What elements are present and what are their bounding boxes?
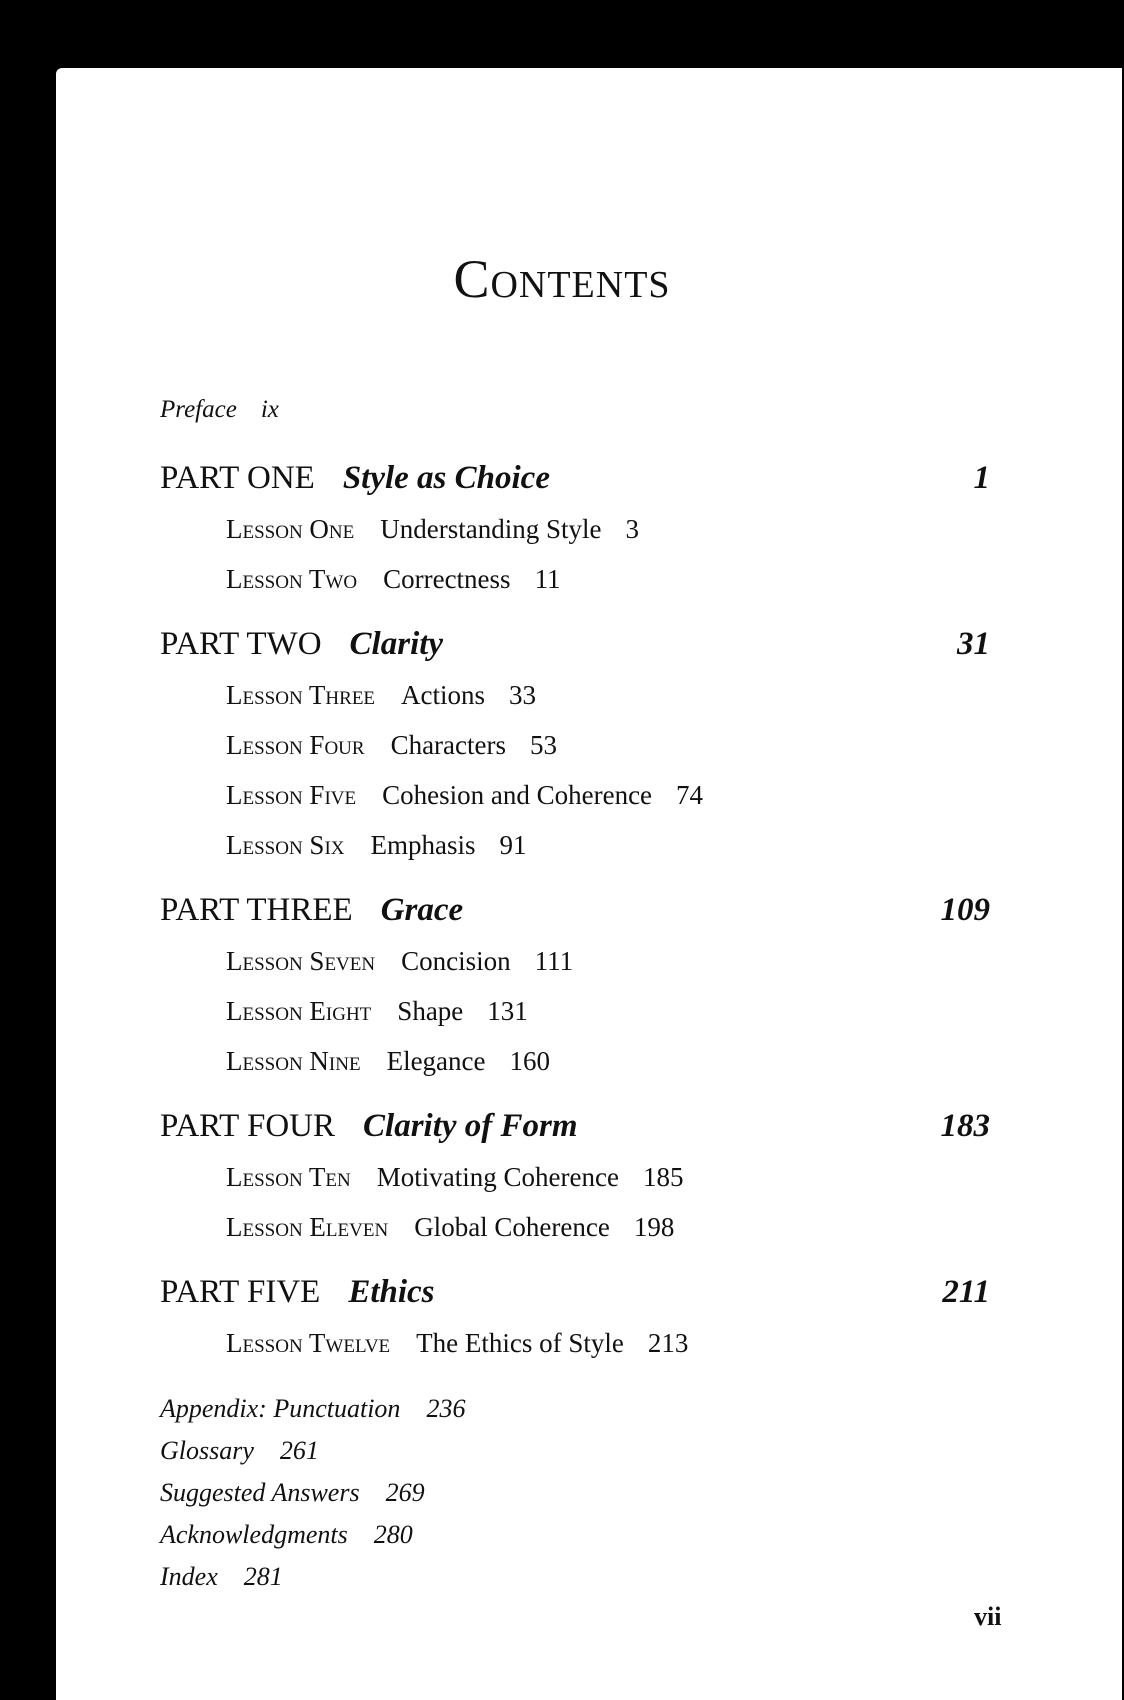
back-matter-page: 281	[243, 1562, 283, 1591]
back-matter-label: Glossary	[160, 1436, 254, 1465]
lesson-title: Shape	[397, 996, 464, 1026]
lesson-label: Lesson Five	[226, 780, 357, 810]
lesson-page: 111	[534, 946, 574, 976]
back-matter-label: Suggested Answers	[160, 1478, 360, 1507]
part-page: 1	[973, 460, 990, 496]
lesson-entry	[226, 830, 527, 861]
part-title: Clarity of Form	[363, 1108, 578, 1144]
lesson-entry	[226, 680, 536, 711]
part-page: 183	[940, 1108, 990, 1144]
part-label: PART THREE	[160, 892, 353, 928]
lesson-page: 11	[534, 564, 561, 594]
lesson-label: Lesson Seven	[226, 946, 376, 976]
lesson-label: Lesson Twelve	[226, 1328, 391, 1358]
back-matter-label: Acknowledgments	[160, 1520, 348, 1549]
back-matter-page: 280	[373, 1520, 413, 1549]
lesson-title: Motivating Coherence	[376, 1162, 619, 1192]
lesson-page: 198	[633, 1212, 675, 1242]
lesson-label: Lesson One	[226, 514, 355, 544]
lesson-page: 33	[509, 680, 537, 710]
lesson-title: Concision	[401, 946, 511, 976]
back-matter-entry	[160, 1394, 465, 1424]
lesson-title: Elegance	[386, 1046, 486, 1076]
part-title: Grace	[380, 892, 464, 928]
back-matter-entry	[160, 1478, 425, 1508]
contents-title-text: Contents	[453, 249, 671, 309]
lesson-title: Emphasis	[370, 830, 476, 860]
preface-entry	[160, 396, 279, 424]
part-title: Style as Choice	[342, 460, 550, 496]
lesson-title: Characters	[390, 730, 506, 760]
lesson-label: Lesson Eight	[226, 996, 372, 1026]
lesson-label: Lesson Six	[226, 830, 345, 860]
lesson-entry	[226, 1328, 688, 1359]
back-matter-page: 236	[426, 1394, 466, 1423]
lesson-entry	[226, 1046, 550, 1077]
back-matter-entry	[160, 1436, 319, 1466]
lesson-label: Lesson Three	[226, 680, 376, 710]
preface-label: Preface	[160, 396, 237, 423]
lesson-label: Lesson Eleven	[226, 1212, 389, 1242]
lesson-label: Lesson Four	[226, 730, 365, 760]
lesson-entry	[226, 730, 557, 761]
lesson-title: Global Coherence	[414, 1212, 610, 1242]
lesson-page: 131	[487, 996, 528, 1026]
lesson-entry	[226, 514, 639, 545]
lesson-page: 74	[676, 780, 704, 810]
part-entry	[160, 1274, 990, 1314]
back-matter-page: 269	[385, 1478, 425, 1507]
lesson-page: 160	[509, 1046, 551, 1076]
part-label: PART FOUR	[160, 1108, 336, 1144]
lesson-title: The Ethics of Style	[416, 1328, 624, 1358]
back-matter-entry	[160, 1520, 413, 1550]
part-label: PART TWO	[160, 626, 322, 662]
part-entry	[160, 1108, 990, 1148]
part-page: 211	[942, 1274, 990, 1310]
lesson-entry	[226, 946, 573, 977]
lesson-entry	[226, 1212, 674, 1243]
part-label: PART FIVE	[160, 1274, 321, 1310]
part-entry	[160, 460, 990, 500]
page-number: vii	[974, 1602, 1002, 1631]
contents-title	[0, 248, 1124, 310]
lesson-page: 213	[647, 1328, 689, 1358]
lesson-page: 91	[499, 830, 527, 860]
part-title: Ethics	[348, 1274, 435, 1310]
lesson-title: Cohesion and Coherence	[382, 780, 653, 810]
lesson-label: Lesson Nine	[226, 1046, 361, 1076]
back-matter-label: Appendix: Punctuation	[160, 1394, 401, 1423]
lesson-entry	[226, 780, 703, 811]
preface-page: ix	[260, 396, 279, 423]
part-page: 31	[957, 626, 990, 662]
part-label: PART ONE	[160, 460, 315, 496]
lesson-page: 185	[642, 1162, 684, 1192]
lesson-entry	[226, 996, 528, 1027]
lesson-page: 53	[530, 730, 557, 760]
lesson-entry	[226, 564, 561, 595]
lesson-label: Lesson Two	[226, 564, 358, 594]
lesson-page: 3	[625, 514, 639, 544]
part-title: Clarity	[349, 626, 444, 662]
back-matter-page: 261	[279, 1436, 319, 1465]
lesson-title: Actions	[401, 680, 486, 710]
page-spine-shadow	[44, 68, 56, 1700]
part-entry	[160, 892, 990, 932]
part-page: 109	[940, 892, 990, 928]
back-matter-label: Index	[160, 1562, 218, 1591]
lesson-title: Correctness	[383, 564, 511, 594]
lesson-entry	[226, 1162, 683, 1193]
lesson-label: Lesson Ten	[226, 1162, 351, 1192]
back-matter-entry	[160, 1562, 283, 1592]
lesson-title: Understanding Style	[380, 514, 602, 544]
part-entry	[160, 626, 990, 666]
